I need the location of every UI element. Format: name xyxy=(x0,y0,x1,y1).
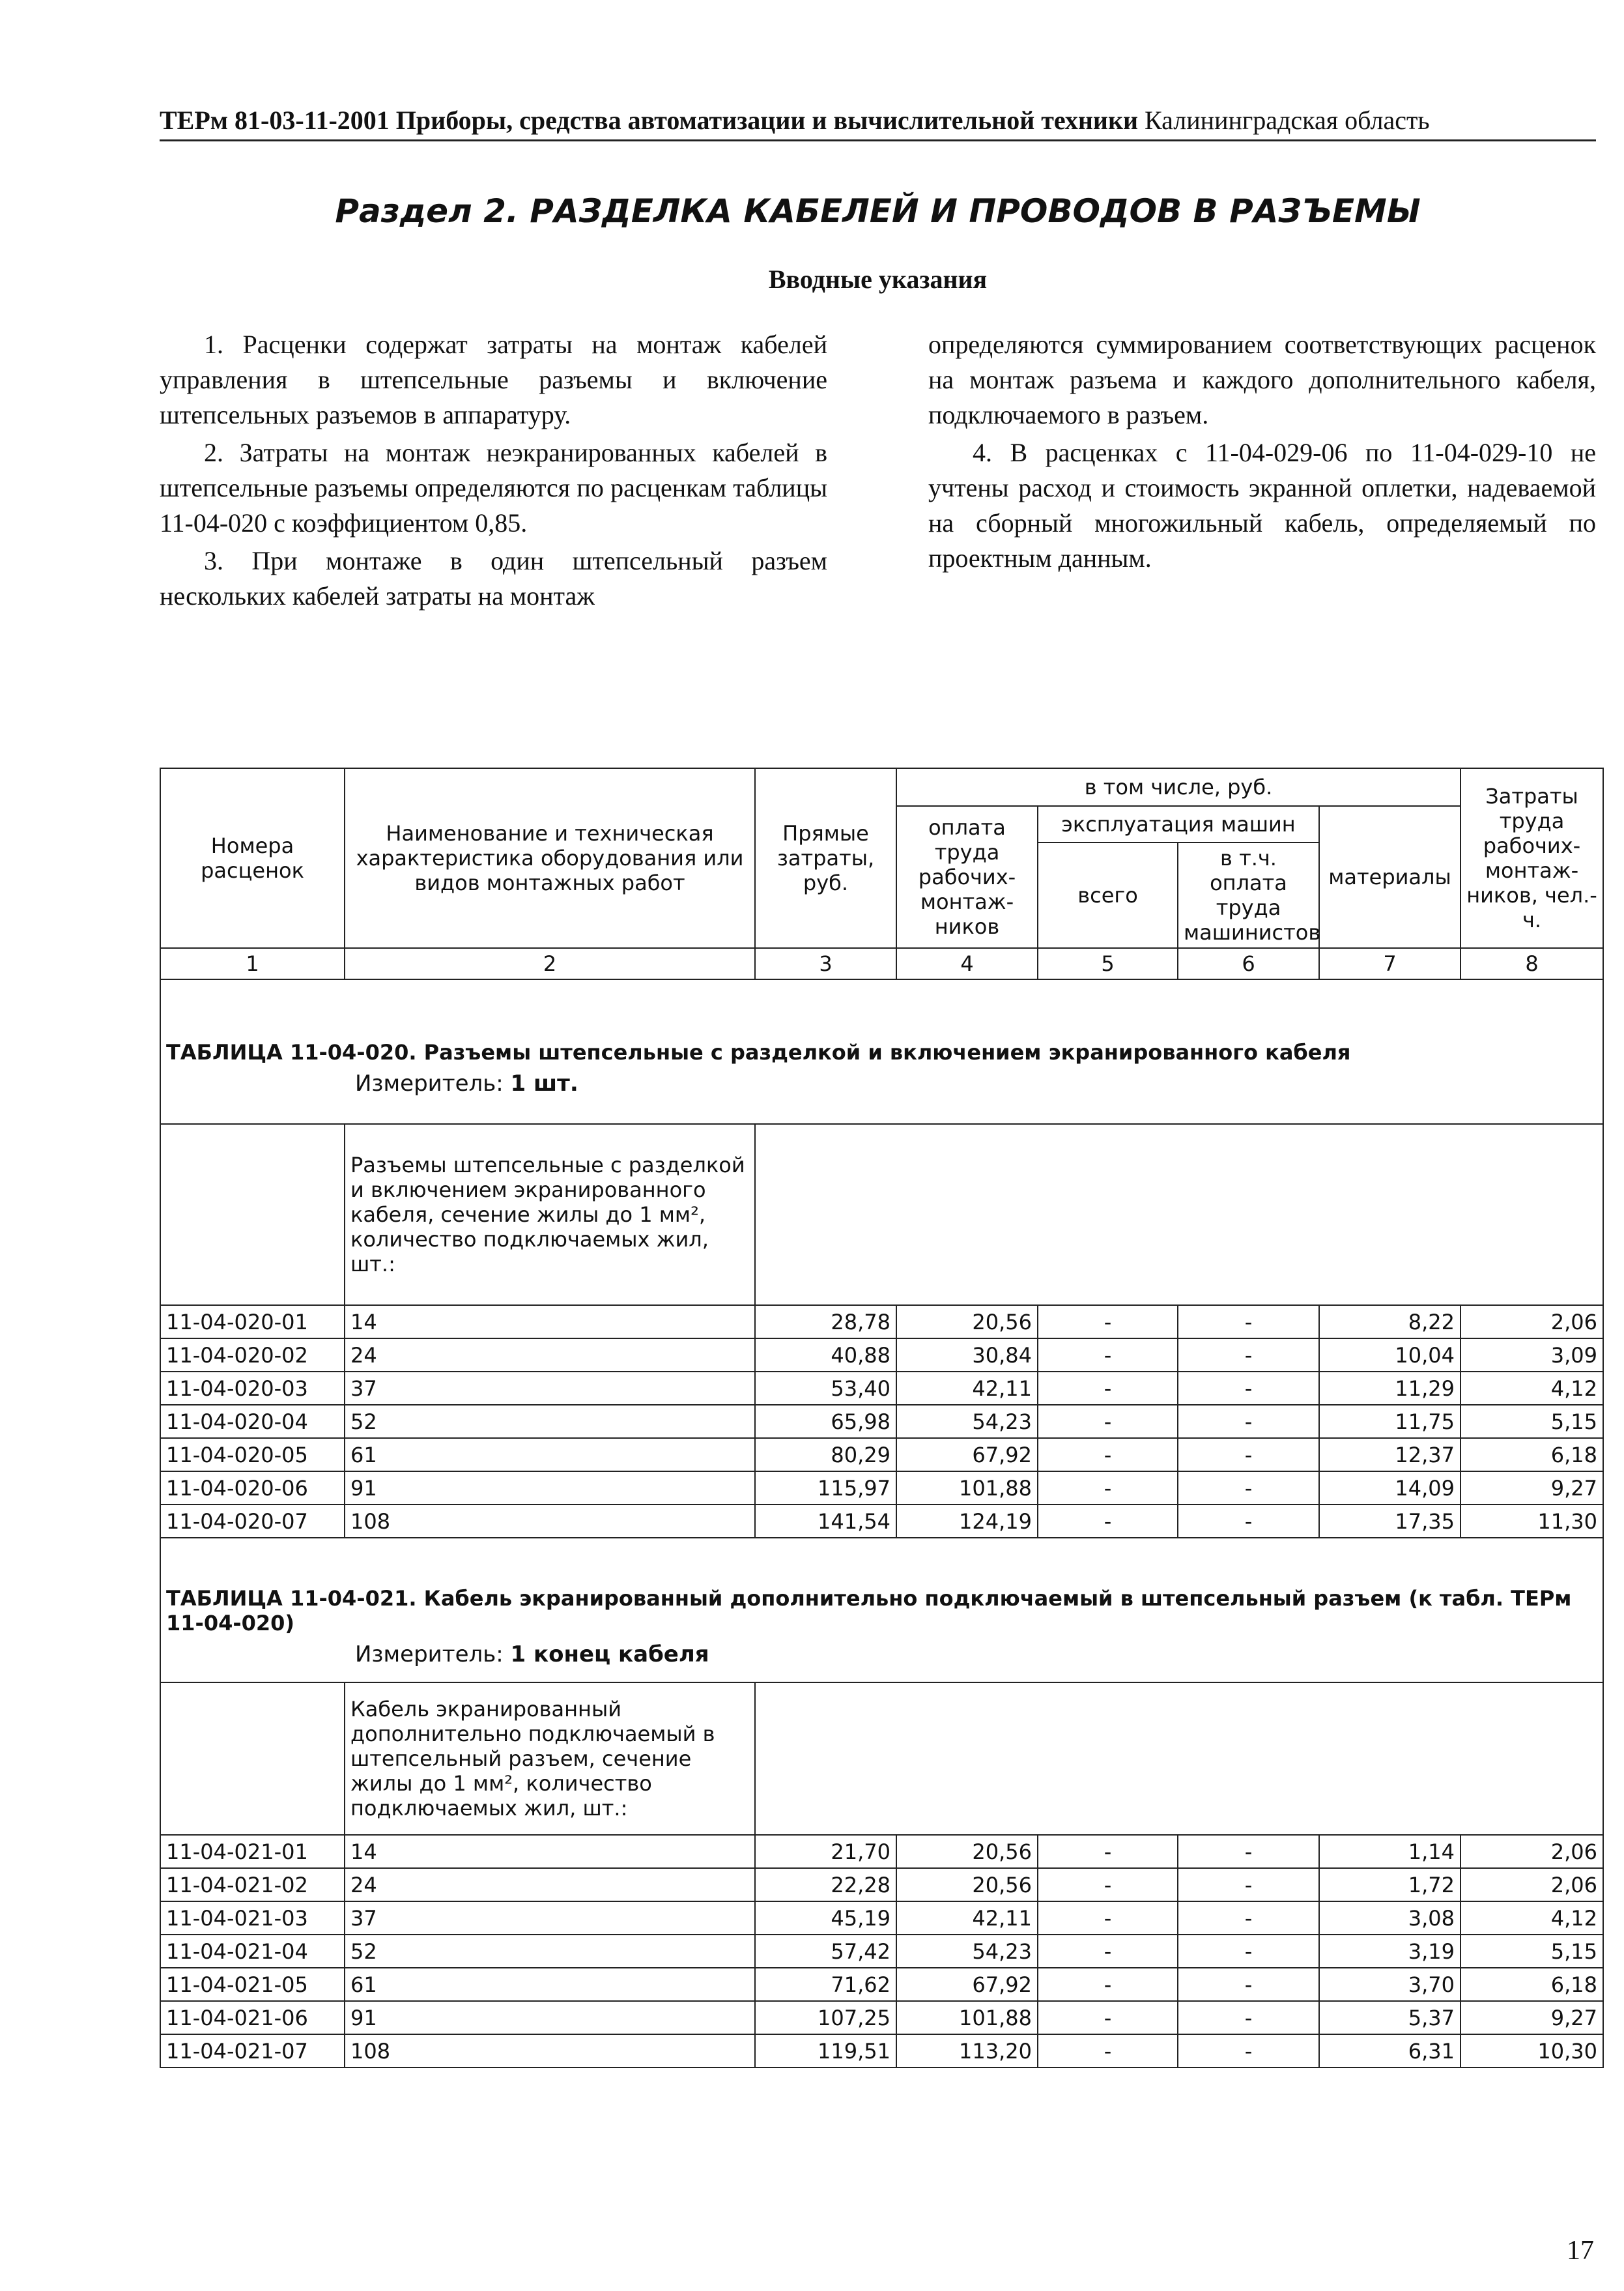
column-numbers-row xyxy=(160,948,1603,979)
table-cell: 71,62 xyxy=(755,1968,896,2001)
table-cell: - xyxy=(1178,1305,1319,1338)
table-cell: 11-04-020-04 xyxy=(160,1405,345,1438)
measure-label: Измеритель: xyxy=(355,1071,504,1097)
header-workers-pay: оплата труда рабочих-монтаж-ников xyxy=(896,806,1038,948)
header-labor-hours: Затраты труда рабочих-монтаж-ников, чел.-ч. xyxy=(1460,768,1603,948)
table-row xyxy=(160,1405,1603,1438)
intro-column-right xyxy=(928,327,1596,616)
column-number: 3 xyxy=(755,948,896,979)
table-cell: 1,14 xyxy=(1319,1835,1460,1868)
table-cell: 3,70 xyxy=(1319,1968,1460,2001)
table-cell: - xyxy=(1038,1305,1178,1338)
measure-unit xyxy=(166,1642,1597,1667)
table-cell: - xyxy=(1178,2034,1319,2068)
measure-value: 1 конец кабеля xyxy=(510,1641,709,1667)
table-cell: 65,98 xyxy=(755,1405,896,1438)
table-cell: 124,19 xyxy=(896,1505,1038,1538)
section-title: Раздел 2. РАЗДЕЛКА КАБЕЛЕЙ И ПРОВОДОВ В РАЗЪЕМЫ xyxy=(335,192,1421,230)
column-number: 7 xyxy=(1319,948,1460,979)
header-machines: эксплуатация машин xyxy=(1038,806,1319,843)
table-cell: - xyxy=(1178,1901,1319,1935)
table-cell: 115,97 xyxy=(755,1471,896,1505)
table-cell: 20,56 xyxy=(896,1868,1038,1901)
table-cell: 11,75 xyxy=(1319,1405,1460,1438)
table-row xyxy=(160,1901,1603,1935)
table-cell: 108 xyxy=(345,2034,755,2068)
table-row xyxy=(160,1338,1603,1372)
table-cell: 3,19 xyxy=(1319,1935,1460,1968)
table-cell: 54,23 xyxy=(896,1405,1038,1438)
table-cell: 9,27 xyxy=(1460,1471,1603,1505)
table-cell: 1,72 xyxy=(1319,1868,1460,1901)
table-cell: 67,92 xyxy=(896,1968,1038,2001)
table-cell: 11-04-020-03 xyxy=(160,1372,345,1405)
intro-paragraph-3-continued: определяются суммированием соответствующих расценок на монтаж разъема и каждого дополнительного кабеля, подключаемого в разъем. xyxy=(928,330,1596,429)
table-title: ТАБЛИЦА 11-04-020. Разъемы штепсельные с разделкой и включением экранированного кабеля xyxy=(166,1040,1351,1065)
table-cell: - xyxy=(1178,1438,1319,1471)
table-cell: 22,28 xyxy=(755,1868,896,1901)
table-cell: 11-04-021-04 xyxy=(160,1935,345,1968)
table-cell: 28,78 xyxy=(755,1305,896,1338)
table-cell: 6,18 xyxy=(1460,1438,1603,1471)
table-cell: 20,56 xyxy=(896,1305,1038,1338)
table-cell: 30,84 xyxy=(896,1338,1038,1372)
table-cell: - xyxy=(1178,1868,1319,1901)
table-cell: 53,40 xyxy=(755,1372,896,1405)
intro-text xyxy=(160,327,1596,616)
table-cell: - xyxy=(1038,2001,1178,2034)
table-cell: - xyxy=(1038,1901,1178,1935)
table-cell: 2,06 xyxy=(1460,1835,1603,1868)
table-row xyxy=(160,1471,1603,1505)
table-cell: 101,88 xyxy=(896,2001,1038,2034)
table-cell: - xyxy=(1038,1438,1178,1471)
running-header xyxy=(160,104,1596,141)
table-row xyxy=(160,1935,1603,1968)
header-including: в том числе, руб. xyxy=(896,768,1460,806)
work-description: Разъемы штепсельные с разделкой и включением экранированного кабеля, сечение жилы до 1 мм², количество подключаемых жил, шт.: xyxy=(345,1124,755,1305)
table-cell: 11,29 xyxy=(1319,1372,1460,1405)
table-cell: 101,88 xyxy=(896,1471,1038,1505)
table-cell: 57,42 xyxy=(755,1935,896,1968)
table-cell: 6,18 xyxy=(1460,1968,1603,2001)
table-cell: - xyxy=(1038,1835,1178,1868)
table-cell: - xyxy=(1178,1372,1319,1405)
table-cell: - xyxy=(1038,2034,1178,2068)
table-cell: 24 xyxy=(345,1338,755,1372)
table-cell: - xyxy=(1178,1835,1319,1868)
description-row xyxy=(160,1682,1603,1835)
intro-title: Вводные указания xyxy=(768,265,988,294)
measure-unit xyxy=(166,1071,1597,1096)
table-cell: 14 xyxy=(345,1835,755,1868)
table-cell: 11-04-020-07 xyxy=(160,1505,345,1538)
table-cell: 11-04-021-02 xyxy=(160,1868,345,1901)
table-cell: 52 xyxy=(345,1405,755,1438)
table-cell: 61 xyxy=(345,1438,755,1471)
table-cell: 11-04-021-03 xyxy=(160,1901,345,1935)
table-cell: 20,56 xyxy=(896,1835,1038,1868)
table-cell: 141,54 xyxy=(755,1505,896,1538)
table-row xyxy=(160,1372,1603,1405)
table-cell: - xyxy=(1038,1968,1178,2001)
table-cell: 17,35 xyxy=(1319,1505,1460,1538)
table-cell: 40,88 xyxy=(755,1338,896,1372)
table-row xyxy=(160,1305,1603,1338)
header-name: Наименование и техническая характеристика оборудования или видов монтажных работ xyxy=(345,768,755,948)
table-row xyxy=(160,1438,1603,1471)
table-cell: 6,31 xyxy=(1319,2034,1460,2068)
measure-label: Измеритель: xyxy=(355,1641,504,1667)
table-title: ТАБЛИЦА 11-04-021. Кабель экранированный дополнительно подключаемый в штепсельный разъем (к табл. ТЕРм 11-04-020) xyxy=(166,1586,1572,1635)
table-cell: 4,12 xyxy=(1460,1372,1603,1405)
document-page xyxy=(160,104,1597,2064)
table-cell: 61 xyxy=(345,1968,755,2001)
header-standard: ТЕРм 81-03-11-2001 Приборы, средства автоматизации и вычислительной техники xyxy=(160,106,1139,135)
table-cell: - xyxy=(1038,1471,1178,1505)
header-rate-numbers: Номера расценок xyxy=(160,768,345,948)
table-cell: 8,22 xyxy=(1319,1305,1460,1338)
table-cell: 5,15 xyxy=(1460,1405,1603,1438)
intro-paragraph-2: 2. Затраты на монтаж неэкранированных кабелей в штепсельные разъемы определяются по расценкам таблицы 11-04-020 с коэффициентом 0,85. xyxy=(160,438,827,538)
intro-paragraph-1: 1. Расценки содержат затраты на монтаж кабелей управления в штепсельные разъемы и включение штепсельных разъемов в аппаратуру. xyxy=(160,330,827,429)
table-cell: - xyxy=(1178,1935,1319,1968)
table-title-row xyxy=(160,979,1603,1124)
column-number: 1 xyxy=(160,948,345,979)
table-cell: 11-04-021-01 xyxy=(160,1835,345,1868)
table-cell: 91 xyxy=(345,1471,755,1505)
table-cell: 11-04-020-02 xyxy=(160,1338,345,1372)
table-cell: 108 xyxy=(345,1505,755,1538)
table-cell: - xyxy=(1038,1868,1178,1901)
table-row xyxy=(160,2001,1603,2034)
table-cell: 11-04-020-05 xyxy=(160,1438,345,1471)
table-cell: 80,29 xyxy=(755,1438,896,1471)
table-cell: 3,08 xyxy=(1319,1901,1460,1935)
page-number: 17 xyxy=(1567,2236,1594,2266)
table-cell: - xyxy=(1178,1338,1319,1372)
table-row xyxy=(160,1868,1603,1901)
table-cell: - xyxy=(1038,1338,1178,1372)
table-cell: 24 xyxy=(345,1868,755,1901)
table-cell: 107,25 xyxy=(755,2001,896,2034)
description-row xyxy=(160,1124,1603,1305)
table-cell: - xyxy=(1178,1471,1319,1505)
table-cell: 12,37 xyxy=(1319,1438,1460,1471)
table-cell: 5,37 xyxy=(1319,2001,1460,2034)
table-cell: 11-04-020-06 xyxy=(160,1471,345,1505)
table-cell: - xyxy=(1178,1505,1319,1538)
table-cell: 11-04-021-07 xyxy=(160,2034,345,2068)
header-direct-costs: Прямые затраты, руб. xyxy=(755,768,896,948)
table-cell: - xyxy=(1178,1405,1319,1438)
intro-column-left xyxy=(160,327,827,616)
table-title-row xyxy=(160,1538,1603,1682)
table-cell: 11,30 xyxy=(1460,1505,1603,1538)
table-cell: 2,06 xyxy=(1460,1868,1603,1901)
table-cell: 119,51 xyxy=(755,2034,896,2068)
measure-value: 1 шт. xyxy=(510,1071,578,1097)
table-row xyxy=(160,1505,1603,1538)
rates-table xyxy=(160,768,1604,2068)
column-number: 2 xyxy=(345,948,755,979)
column-number: 8 xyxy=(1460,948,1603,979)
table-cell: 42,11 xyxy=(896,1901,1038,1935)
table-cell: 2,06 xyxy=(1460,1305,1603,1338)
table-row xyxy=(160,1835,1603,1868)
table-cell: 91 xyxy=(345,2001,755,2034)
table-cell: 54,23 xyxy=(896,1935,1038,1968)
table-cell: 67,92 xyxy=(896,1438,1038,1471)
intro-paragraph-3: 3. При монтаже в один штепсельный разъем нескольких кабелей затраты на монтаж xyxy=(160,546,827,611)
table-cell: 52 xyxy=(345,1935,755,1968)
table-cell: 5,15 xyxy=(1460,1935,1603,1968)
table-cell: 10,04 xyxy=(1319,1338,1460,1372)
table-cell: 3,09 xyxy=(1460,1338,1603,1372)
table-cell: - xyxy=(1038,1935,1178,1968)
column-number: 6 xyxy=(1178,948,1319,979)
header-materials: материалы xyxy=(1319,806,1460,948)
table-cell: 9,27 xyxy=(1460,2001,1603,2034)
work-description: Кабель экранированный дополнительно подключаемый в штепсельный разъем, сечение жилы до 1 мм², количество подключаемых жил, шт.: xyxy=(345,1682,755,1835)
header-region: Калининградская область xyxy=(1145,106,1430,135)
table-cell: 113,20 xyxy=(896,2034,1038,2068)
table-cell: 37 xyxy=(345,1901,755,1935)
table-cell: 37 xyxy=(345,1372,755,1405)
table-cell: - xyxy=(1038,1372,1178,1405)
header-machines-total: всего xyxy=(1038,843,1178,948)
table-cell: 14 xyxy=(345,1305,755,1338)
table-cell: 14,09 xyxy=(1319,1471,1460,1505)
table-cell: - xyxy=(1038,1405,1178,1438)
table-cell: 21,70 xyxy=(755,1835,896,1868)
table-cell: 11-04-020-01 xyxy=(160,1305,345,1338)
table-cell: - xyxy=(1038,1505,1178,1538)
table-cell: 45,19 xyxy=(755,1901,896,1935)
column-number: 5 xyxy=(1038,948,1178,979)
column-number: 4 xyxy=(896,948,1038,979)
table-cell: - xyxy=(1178,1968,1319,2001)
table-cell: 10,30 xyxy=(1460,2034,1603,2068)
table-cell: 4,12 xyxy=(1460,1901,1603,1935)
table-row xyxy=(160,1968,1603,2001)
intro-paragraph-4: 4. В расценках с 11-04-029-06 по 11-04-029-10 не учтены расход и стоимость экранной оплетки, надеваемой на сборный многожильный кабель, определяемый по проектным данным. xyxy=(928,438,1596,573)
table-cell: - xyxy=(1178,2001,1319,2034)
table-row xyxy=(160,2034,1603,2068)
table-cell: 11-04-021-05 xyxy=(160,1968,345,2001)
table-cell: 42,11 xyxy=(896,1372,1038,1405)
table-cell: 11-04-021-06 xyxy=(160,2001,345,2034)
header-machinists-pay: в т.ч. оплата труда машинистов xyxy=(1178,843,1319,948)
